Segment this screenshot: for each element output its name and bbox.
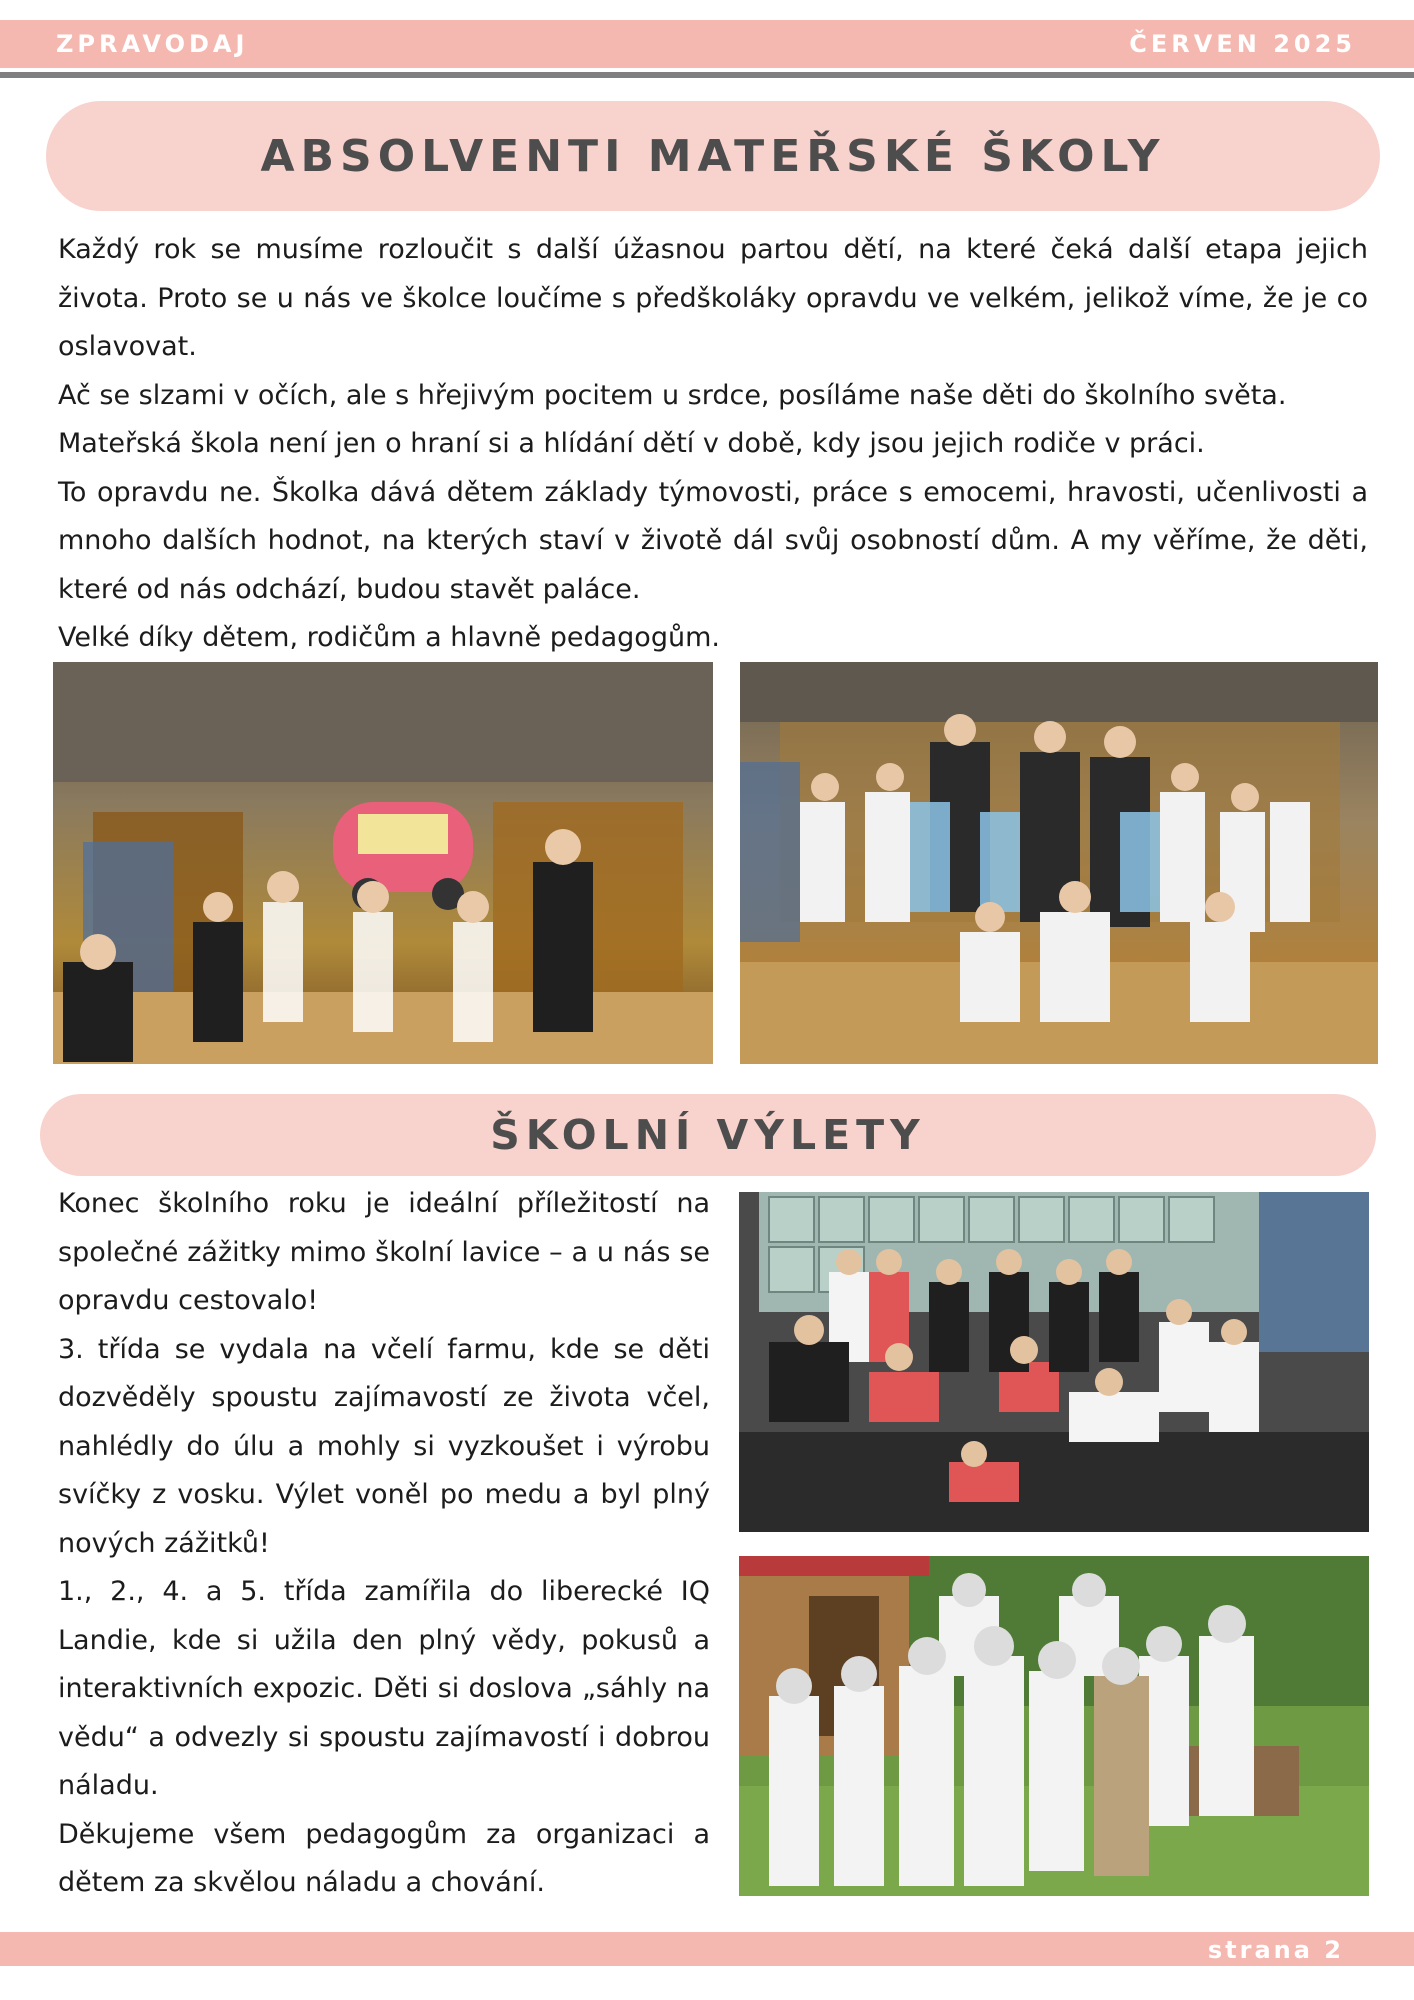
section-title-trips <box>40 1094 1376 1176</box>
footer-band <box>0 1932 1414 1966</box>
photo-graduation-group <box>740 662 1378 1064</box>
photo-bee-farm <box>739 1556 1369 1896</box>
paragraph: 3. třída se vydala na včelí farmu, kde se děti dozvěděly spoustu zajímavostí ze života včel, nahlédly do úlu a mohly si vyzkoušet i výrobu svíčky z vosku. Výlet voněl po medu a byl plný nových zážitků! <box>58 1333 710 1559</box>
paragraph: Děkujeme všem pedagogům za organizaci a dětem za skvělou náladu a chování. <box>58 1818 710 1898</box>
header-band <box>0 20 1414 68</box>
paragraph: Mateřská škola není jen o hraní si a hlídání dětí v době, kdy jsou jejich rodiče v práci. <box>58 428 1205 459</box>
graduates-article <box>58 226 1368 663</box>
paragraph: 1., 2., 4. a 5. třída zamířila do liberecké IQ Landie, kde si užila den plný vědy, pokusů a interaktivních expozic. Děti si doslova „sáhly na vědu“ a odvezly si spoustu zajímavostí i dobrou náladu. <box>58 1576 710 1801</box>
paragraph: To opravdu ne. Školka dává dětem základy týmovosti, práce s emocemi, hravosti, učenlivosti a mnoho dalších hodnot, na kterých staví v životě dál svůj osobností dům. A my věříme, že děti, které od nás odchází, budou stavět paláce. <box>58 476 1368 605</box>
newsletter-name: ZPRAVODAJ <box>56 30 249 58</box>
paragraph: Konec školního roku je ideální příležitostí na společné zážitky mimo školní lavice – a u nás se opravdu cestovalo! <box>58 1188 710 1316</box>
paragraph: Každý rok se musíme rozloučit s další úžasnou partou dětí, na které čeká další etapa jejich života. Proto se u nás ve školce loučíme s předškoláky opravdu ve velkém, jelikož víme, že je co oslavovat. <box>58 234 1368 362</box>
paragraph: Velké díky dětem, rodičům a hlavně pedagogům. <box>58 622 720 653</box>
photo-iq-landia-group <box>739 1192 1369 1532</box>
photo-stage-performance <box>53 662 713 1064</box>
trips-article <box>58 1180 710 1908</box>
section-heading: ŠKOLNÍ VÝLETY <box>490 1111 926 1159</box>
issue-date: ČERVEN 2025 <box>1129 30 1356 58</box>
section-title-graduates <box>46 101 1380 211</box>
page-number: strana 2 <box>1207 1936 1344 1964</box>
section-heading: ABSOLVENTI MATEŘSKÉ ŠKOLY <box>260 130 1166 182</box>
header-divider <box>0 72 1414 78</box>
paragraph: Ač se slzami v očích, ale s hřejivým pocitem u srdce, posíláme naše děti do školního světa. <box>58 379 1287 411</box>
